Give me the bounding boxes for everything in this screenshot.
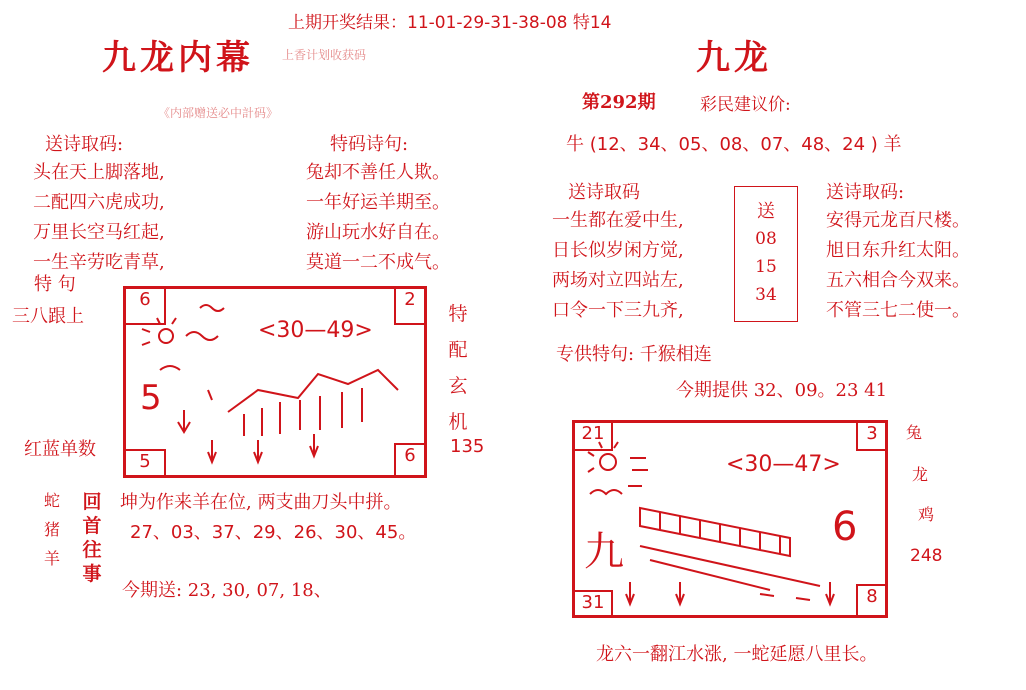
send-box-title: 送 xyxy=(757,201,775,222)
right-footer: 龙六一翻江水涨, 一蛇延愿八里长。 xyxy=(596,644,878,665)
red-blue-label: 红蓝单数 xyxy=(24,439,96,460)
left-number: 135 xyxy=(450,436,485,457)
right-provide: 今期提供 32、09。23 41 xyxy=(676,380,888,401)
send-box-number: 08 xyxy=(755,229,777,249)
left-this-issue: 今期送: 23, 30, 07, 18、 xyxy=(122,580,332,601)
poem-line: 一生辛劳吃青草, xyxy=(33,252,165,273)
chart-corner: 8 xyxy=(856,584,888,618)
poem-line: 一年好运羊期至。 xyxy=(306,192,450,213)
left-title: 九龙内幕 xyxy=(102,38,254,78)
animal-item: 龙 xyxy=(912,465,929,484)
poem-line: 万里长空马红起, xyxy=(33,222,165,243)
poem-line: 一生都在爱中生, xyxy=(552,210,684,231)
animal-item: 猪 xyxy=(44,520,61,539)
left-numbers-line: 27、03、37、29、26、30、45。 xyxy=(130,522,417,543)
sun-icon xyxy=(600,454,616,470)
chart-corner: 6 xyxy=(394,443,426,477)
poem-line: 头在天上脚落地, xyxy=(33,162,165,183)
left-note: 《内部赠送必中計码》 xyxy=(158,106,279,120)
left-chart-range: <30—49> xyxy=(258,318,373,343)
send-box-number: 34 xyxy=(755,285,777,305)
animal-item: 兔 xyxy=(906,423,923,442)
bird-icon xyxy=(590,490,622,494)
bridge-icon xyxy=(640,508,790,556)
dash-icon xyxy=(760,594,810,600)
right-poem-heading-right: 送诗取码: xyxy=(826,182,905,203)
chart-corner: 3 xyxy=(856,421,888,451)
right-number: 248 xyxy=(910,546,943,566)
left-chart-digit: 5 xyxy=(140,378,162,418)
animal-item: 鸡 xyxy=(918,505,935,524)
poem-line: 旭日东升红太阳。 xyxy=(826,240,970,261)
right-poem-heading-left: 送诗取码 xyxy=(568,182,640,203)
special-sentence-label: 特 句 xyxy=(34,274,76,295)
arrow-down-icon xyxy=(676,582,684,604)
animal-item: 羊 xyxy=(44,549,61,568)
poem-line: 五六相合今双来。 xyxy=(826,270,970,291)
poem-line: 不管三七二使一。 xyxy=(826,300,970,321)
issue-number: 第292期 xyxy=(582,92,656,113)
cloud-icon xyxy=(628,458,648,486)
chart-corner: 21 xyxy=(573,421,613,451)
poem-line: 口令一下三九齐, xyxy=(552,300,684,321)
left-poem-heading: 送诗取码: xyxy=(45,134,124,155)
chart-corner: 5 xyxy=(124,449,166,477)
right-chart-char: 九 xyxy=(584,529,624,575)
right-chart-range: <30—47> xyxy=(726,452,841,477)
right-chart-digit: 6 xyxy=(832,504,858,550)
ox-line: 牛 (12、34、05、08、07、48、24 ) 羊 xyxy=(566,134,902,155)
arrow-down-icon xyxy=(626,582,634,604)
poem-line: 两场对立四站左, xyxy=(552,270,684,291)
right-special: 专供特句: 千猴相连 xyxy=(556,344,712,365)
right-vertical-label: 特配玄机 xyxy=(448,303,468,433)
chart-corner: 6 xyxy=(124,287,166,325)
poem-line: 日长似岁闲方觉, xyxy=(552,240,684,261)
poem-line: 二配四六虎成功, xyxy=(33,192,165,213)
last-result-banner: 上期开奖结果：11-01-29-31-38-08 特14 xyxy=(288,13,612,33)
animal-item: 蛇 xyxy=(44,491,61,510)
left-subtitle: 上香计划收获码 xyxy=(282,48,367,62)
left-hint: 坤为作来羊在位, 两支曲刀头中拼。 xyxy=(120,492,402,513)
special-poem-heading: 特码诗句: xyxy=(330,134,409,155)
poem-line: 游山玩水好自在。 xyxy=(306,222,450,243)
poem-line: 安得元龙百尺楼。 xyxy=(826,210,970,231)
send-box-number: 15 xyxy=(755,257,777,277)
arrow-down-icon xyxy=(826,582,834,604)
price-label: 彩民建议价: xyxy=(700,95,791,115)
look-back-label: 回首往事 xyxy=(82,491,102,585)
chart-corner: 2 xyxy=(394,287,426,325)
poem-line: 莫道一二不成气。 xyxy=(306,252,450,273)
right-title: 九龙 xyxy=(696,38,772,78)
chart-corner: 31 xyxy=(573,590,613,618)
side-label: 三八跟上 xyxy=(12,306,84,327)
line-icon xyxy=(650,560,770,590)
poem-line: 兔却不善任人欺。 xyxy=(306,162,450,183)
